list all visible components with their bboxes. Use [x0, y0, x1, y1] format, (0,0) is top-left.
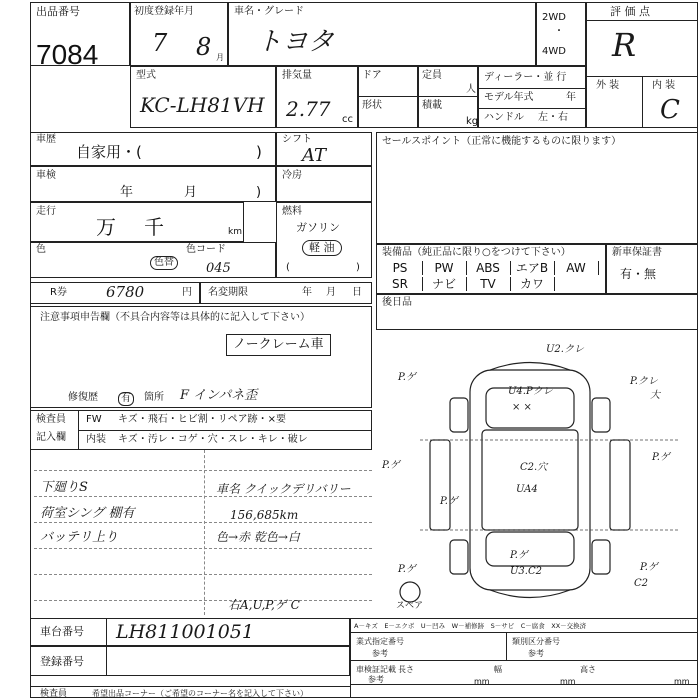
mileage-label: 走行 [36, 206, 56, 217]
comment-right-1: 車名 クイックデリバリー [216, 482, 351, 496]
dim-length: 長さ [398, 665, 414, 674]
equipment-row-2-item: SR [378, 277, 423, 291]
inspection-close: ) [256, 185, 262, 200]
diagram-annotation: P.ゲ [640, 562, 658, 573]
right-side [610, 440, 630, 530]
grade-label: 評 価 点 [610, 5, 650, 18]
mileage-man: 万 [96, 215, 116, 239]
drive-dot: ・ [554, 26, 564, 37]
color-code-value: 045 [206, 261, 231, 276]
rear-bumper [490, 590, 570, 598]
equipment-row-2-item: カワ [510, 277, 555, 291]
front-left-wheel [450, 398, 468, 432]
rear-window [486, 532, 574, 566]
legend-line-2 [350, 660, 698, 661]
ext-label: 外 装 [596, 80, 620, 91]
history-label: 車歴 [36, 134, 56, 145]
chassis-label: 車台番号 [40, 625, 84, 638]
disp-unit: cc [342, 114, 353, 125]
roof [482, 430, 578, 530]
dim-mm-1: mm [474, 677, 490, 686]
comment-divider [204, 450, 205, 615]
inspector-label-2: 記入欄 [36, 432, 66, 443]
history-value: 自家用・( [76, 143, 142, 161]
shape-label: 形状 [362, 100, 382, 111]
cap-unit: 人 [466, 84, 476, 95]
fuel-gas: ガソリン [296, 221, 340, 234]
notes-label: 注意事項申告欄（不具合内容等は具体的に記入して下さい） [40, 312, 310, 323]
diagram-annotation: P.ゲ [440, 496, 458, 507]
sales-label: セールスポイント（正常に機能するものに限ります） [382, 136, 622, 147]
repair-place: F インパネ歪 [180, 388, 258, 403]
legend-line-3 [350, 684, 698, 685]
reg-label: 初度登録年月 [134, 6, 194, 17]
model-year-label: モデル年式 [484, 92, 534, 103]
model-year-unit: 年 [566, 92, 576, 103]
inspection-month-unit: 月 [184, 185, 198, 200]
drive-2wd: 2WD [542, 12, 566, 23]
comment-left-3: バッテリ上り [40, 530, 119, 545]
dealer-divider-2 [478, 108, 586, 109]
diagram-annotation: × × [512, 402, 532, 413]
model-value: KC-LH81VH [140, 93, 265, 117]
warranty-value: 有・無 [620, 267, 657, 281]
dim-height: 高さ [580, 665, 596, 674]
diagram-annotation: P.ゲ [398, 372, 416, 383]
diagram-annotation: UA4 [516, 484, 538, 495]
model-label: 型式 [136, 70, 156, 81]
int-label: 内 装 [652, 80, 676, 91]
equipment-row-1-item: PW [422, 261, 467, 275]
drive-4wd: 4WD [542, 46, 566, 57]
fuel-paren-close: ) [356, 262, 360, 273]
recycle-label: R券 [50, 287, 67, 298]
spare-label: スペア [396, 601, 424, 611]
dim-width: 幅 [494, 665, 502, 674]
car-name: トヨタ [256, 27, 335, 57]
lot-label: 出品番号 [36, 5, 80, 18]
reg-month-unit: 月 [216, 53, 224, 62]
int-value: C [660, 95, 680, 125]
equipment-row-2-item: ナビ [422, 277, 467, 291]
dealer-divider [478, 88, 586, 89]
equipment-row-1-item: PS [378, 261, 423, 275]
warranty-label: 新車保証書 [612, 247, 662, 258]
fuel-label: 燃料 [282, 206, 302, 217]
eval-ref: 参考 [372, 649, 388, 658]
comment-line-2 [34, 496, 372, 497]
diagram-annotation: 大 [650, 390, 660, 401]
shift-label: シフト [282, 134, 312, 145]
int-items-label: 内装 [86, 434, 106, 445]
equipment-label: 装備品（純正品に限り○をつけて下さい） [382, 247, 571, 258]
no-claim-label: ノークレーム車 [226, 334, 331, 356]
comment-bottom: 右A,U,P,ゲ C [228, 598, 300, 612]
legend-vline [506, 632, 507, 660]
history-box [30, 132, 276, 166]
load-unit: kg [466, 116, 479, 127]
comment-right-2: 156,685km [230, 508, 299, 522]
fw-items: キズ・飛石・ヒビ割・リペア跡・×要 [118, 414, 286, 425]
disp-value: 2.77 [286, 97, 331, 121]
grade-value: R [612, 26, 637, 64]
bottom-label-1: 検査員 [40, 689, 68, 699]
inspector-hdivider [78, 430, 372, 431]
diagram-annotation: P.ゲ [382, 460, 400, 471]
diagram-annotation: P.ゲ [652, 452, 670, 463]
diagram-annotation: P.クレ [630, 376, 658, 387]
bottom-label-2: 希望出品コーナー（ご希望のコーナー名を記入して下さい） [92, 689, 308, 698]
deadline-day: 日 [352, 287, 362, 298]
front-right-wheel [592, 398, 610, 432]
reg-year: 7 [152, 29, 168, 57]
handle-label: ハンドル [484, 112, 524, 123]
inspection-year-unit: 年 [120, 185, 134, 200]
int-items: キズ・汚レ・コゲ・穴・スレ・キレ・破レ [118, 434, 308, 445]
equipment-row-1-item: エアB [510, 261, 555, 275]
shift-value: AT [302, 145, 327, 166]
inspector-label-1: 検査員 [36, 414, 66, 425]
chassis-value: LH811001051 [116, 621, 254, 643]
mileage-sen: 千 [144, 215, 164, 239]
cat-ref: 参考 [528, 649, 544, 658]
diagram-annotation: U4.Pクレ [508, 386, 553, 397]
comment-line-5 [34, 574, 372, 575]
after-label: 後日品 [382, 297, 412, 308]
reg-number-label: 登録番号 [40, 655, 84, 668]
grade-divider [586, 20, 698, 21]
left-side [430, 440, 450, 530]
comment-line-4 [34, 548, 372, 549]
fuel-diesel: 軽 油 [302, 240, 342, 256]
after-box [376, 294, 698, 330]
bottom-line [30, 686, 350, 687]
spare-tire [400, 582, 420, 602]
equipment-row-1-item: AW [554, 261, 599, 275]
front-bumper [490, 363, 570, 371]
disp-label: 排気量 [282, 70, 312, 81]
legend-box [350, 618, 698, 698]
grade-vdivider [642, 76, 643, 128]
dealer-label: ディーラー・並 行 [484, 72, 567, 83]
repair-label: 修復歴 [68, 392, 98, 403]
color-value: 色替 [150, 256, 178, 270]
diagram-annotation: C2.穴 [520, 462, 548, 473]
load-label: 積載 [422, 100, 442, 111]
diagram-annotation: U3.C2 [510, 566, 542, 577]
deadline-month: 月 [326, 287, 336, 298]
equipment-row-1-item: ABS [466, 261, 511, 275]
comment-line-6 [34, 600, 372, 601]
rear-left-wheel [450, 540, 468, 574]
fw-label: FW [86, 414, 102, 425]
cap-label: 定員 [422, 70, 442, 81]
diagram-annotation: U2.クレ [546, 344, 584, 355]
dim-label: 車検証記載 [356, 665, 396, 674]
dim-mm-2: mm [560, 677, 576, 686]
name-label: 車名・グレード [234, 6, 304, 17]
inspection-label: 車検 [36, 170, 56, 181]
deadline-year: 年 [302, 287, 312, 298]
diagram-annotation: P.ゲ [510, 550, 528, 561]
diagram-annotation: P.ゲ [398, 564, 416, 575]
footer-legend: A－キズ E－エクボ U－凹み W－補修跡 S－サビ C－腐食 XX－交換済 [354, 622, 587, 630]
repair-place-label: 箇所 [144, 392, 164, 403]
sales-box [376, 132, 698, 244]
rear-right-wheel [592, 540, 610, 574]
recycle-unit: 円 [182, 287, 192, 298]
lot-number: 7084 [36, 39, 99, 70]
repair-mark: 有 [118, 392, 134, 406]
fuel-paren-open: ( [286, 262, 290, 273]
eval-label: 業式指定番号 [356, 637, 404, 646]
dim-ref: 参考 [368, 675, 384, 684]
legend-line-1 [350, 632, 698, 633]
ac-label: 冷房 [282, 170, 302, 181]
color-label: 色 [36, 244, 46, 255]
comment-left-1: 下廻りS [40, 480, 88, 495]
diagram-annotation: C2 [634, 578, 649, 589]
mileage-box [30, 202, 244, 242]
comment-right-3: 色→赤 乾色→白 [216, 530, 300, 544]
color-code-label: 色コード [186, 244, 226, 255]
equipment-row-2-item: TV [466, 277, 511, 291]
door-label: ドア [362, 70, 382, 81]
history-close: ) [256, 143, 262, 161]
recycle-value: 6780 [106, 283, 145, 301]
dim-mm-3: mm [674, 677, 690, 686]
comment-line-1 [34, 470, 372, 471]
deadline-label: 名変期限 [208, 287, 248, 298]
inspection-box [30, 166, 276, 202]
mileage-unit: km [228, 227, 242, 237]
reg-month: 8 [196, 33, 212, 61]
handle-value: 左・右 [538, 112, 568, 123]
cat-label: 類別区分番号 [512, 637, 560, 646]
comment-line-3 [34, 522, 372, 523]
comment-left-2: 荷室シング 棚有 [40, 506, 135, 521]
